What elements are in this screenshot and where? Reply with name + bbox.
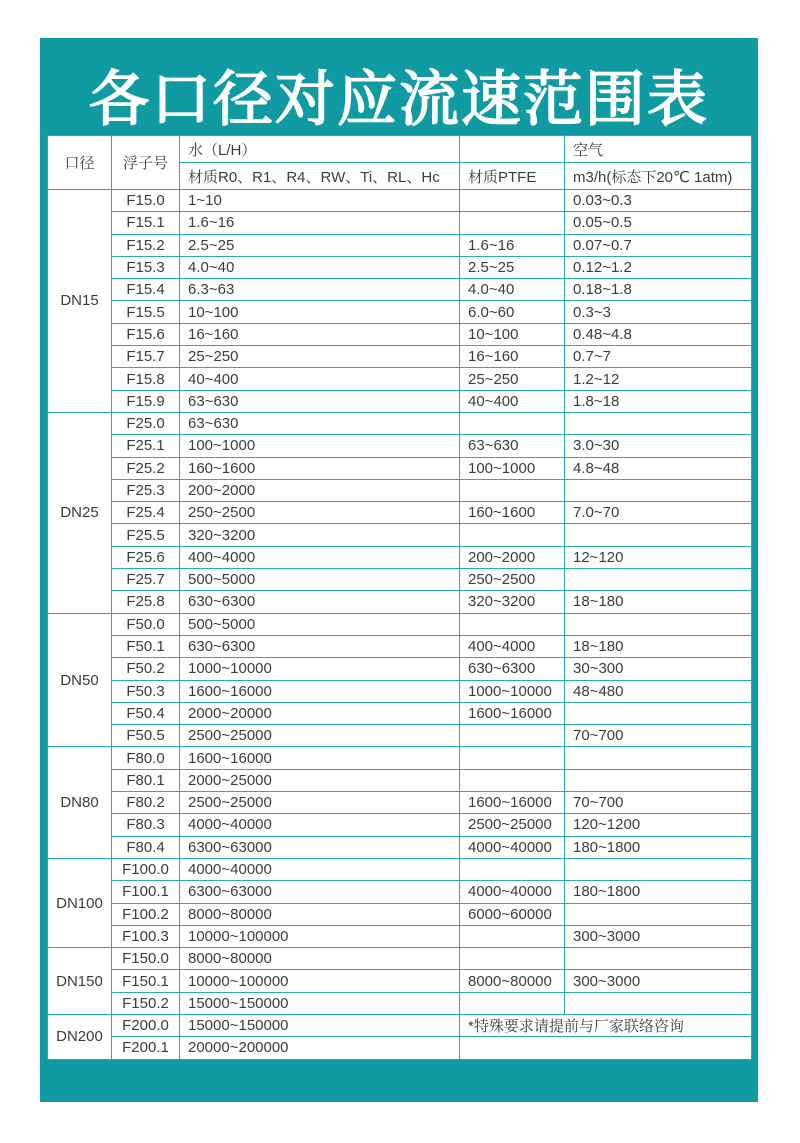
- float-no-cell: F150.2: [112, 992, 180, 1014]
- table-row: [48, 301, 752, 323]
- water-range-cell: 1600~16000: [180, 747, 460, 769]
- header-ptfe-material: 材质PTFE: [460, 163, 565, 190]
- ptfe-range-cell: [460, 412, 565, 434]
- water-range-cell: 2500~25000: [180, 725, 460, 747]
- water-range-cell: 10~100: [180, 301, 460, 323]
- table-row: [48, 457, 752, 479]
- float-no-cell: F25.7: [112, 569, 180, 591]
- air-range-cell: 30~300: [565, 658, 752, 680]
- water-range-cell: 2500~25000: [180, 792, 460, 814]
- table-row: [48, 190, 752, 212]
- air-range-cell: 18~180: [565, 591, 752, 613]
- header-diameter: 口径: [48, 136, 112, 190]
- ptfe-range-cell: 630~6300: [460, 658, 565, 680]
- air-range-cell: 120~1200: [565, 814, 752, 836]
- table-row: [48, 903, 752, 925]
- water-range-cell: 100~1000: [180, 435, 460, 457]
- water-range-cell: 6300~63000: [180, 881, 460, 903]
- table-row: [48, 435, 752, 457]
- table-row: [48, 412, 752, 434]
- ptfe-range-cell: [460, 190, 565, 212]
- header-water-material: 材质R0、R1、R4、RW、Ti、RL、Hc: [180, 163, 460, 190]
- float-no-cell: F15.2: [112, 234, 180, 256]
- ptfe-range-cell: [460, 992, 565, 1014]
- air-range-cell: [565, 524, 752, 546]
- float-no-cell: F50.4: [112, 702, 180, 724]
- water-range-cell: 1~10: [180, 190, 460, 212]
- ptfe-range-cell: [460, 613, 565, 635]
- float-no-cell: F25.1: [112, 435, 180, 457]
- float-no-cell: F50.1: [112, 635, 180, 657]
- float-no-cell: F80.4: [112, 836, 180, 858]
- float-no-cell: F25.2: [112, 457, 180, 479]
- float-no-cell: F50.0: [112, 613, 180, 635]
- float-no-cell: F25.0: [112, 412, 180, 434]
- air-range-cell: [565, 948, 752, 970]
- table-row: [48, 992, 752, 1014]
- table-body: [48, 190, 752, 1060]
- table-row: [48, 546, 752, 568]
- ptfe-range-cell: [460, 948, 565, 970]
- air-range-cell: [565, 903, 752, 925]
- ptfe-range-cell: 320~3200: [460, 591, 565, 613]
- table-row: [48, 635, 752, 657]
- ptfe-range-cell: [460, 212, 565, 234]
- water-range-cell: 500~5000: [180, 569, 460, 591]
- water-range-cell: 4000~40000: [180, 814, 460, 836]
- air-range-cell: [565, 702, 752, 724]
- air-range-cell: 0.18~1.8: [565, 279, 752, 301]
- float-no-cell: F15.8: [112, 368, 180, 390]
- table-row: [48, 858, 752, 880]
- float-no-cell: F15.6: [112, 323, 180, 345]
- air-range-cell: [565, 613, 752, 635]
- ptfe-range-cell: [460, 479, 565, 501]
- spec-sheet-page: [40, 38, 758, 1102]
- water-range-cell: 200~2000: [180, 479, 460, 501]
- page-title: 各口径对应流速范围表: [89, 66, 709, 133]
- table-row: [48, 390, 752, 412]
- float-no-cell: F25.3: [112, 479, 180, 501]
- float-no-cell: F15.0: [112, 190, 180, 212]
- water-range-cell: 1.6~16: [180, 212, 460, 234]
- table-row: [48, 279, 752, 301]
- water-range-cell: 16~160: [180, 323, 460, 345]
- table-row: [48, 368, 752, 390]
- ptfe-range-cell: [460, 524, 565, 546]
- table-row: [48, 212, 752, 234]
- float-no-cell: F80.1: [112, 769, 180, 791]
- float-no-cell: F50.3: [112, 680, 180, 702]
- water-range-cell: 25~250: [180, 346, 460, 368]
- empty-merged-cell: [460, 1037, 752, 1059]
- diameter-cell: DN15: [48, 190, 112, 413]
- ptfe-range-cell: 1600~16000: [460, 702, 565, 724]
- float-no-cell: F15.1: [112, 212, 180, 234]
- water-range-cell: 6300~63000: [180, 836, 460, 858]
- air-range-cell: [565, 479, 752, 501]
- float-no-cell: F80.2: [112, 792, 180, 814]
- ptfe-range-cell: [460, 725, 565, 747]
- air-range-cell: 12~120: [565, 546, 752, 568]
- ptfe-range-cell: 100~1000: [460, 457, 565, 479]
- air-range-cell: 300~3000: [565, 925, 752, 947]
- water-range-cell: 320~3200: [180, 524, 460, 546]
- ptfe-range-cell: 6000~60000: [460, 903, 565, 925]
- ptfe-range-cell: [460, 858, 565, 880]
- float-no-cell: F15.4: [112, 279, 180, 301]
- table-row: [48, 792, 752, 814]
- table-row: [48, 613, 752, 635]
- water-range-cell: 10000~100000: [180, 970, 460, 992]
- table-row: [48, 591, 752, 613]
- table-row: [48, 323, 752, 345]
- water-range-cell: 8000~80000: [180, 948, 460, 970]
- table-row: [48, 346, 752, 368]
- ptfe-range-cell: 16~160: [460, 346, 565, 368]
- float-no-cell: F25.5: [112, 524, 180, 546]
- table-row: [48, 479, 752, 501]
- ptfe-range-cell: 4.0~40: [460, 279, 565, 301]
- water-range-cell: 500~5000: [180, 613, 460, 635]
- water-range-cell: 6.3~63: [180, 279, 460, 301]
- special-requirements-note: *特殊要求请提前与厂家联络咨询: [460, 1014, 752, 1036]
- air-range-cell: [565, 992, 752, 1014]
- table-header: [48, 136, 752, 190]
- ptfe-range-cell: 10~100: [460, 323, 565, 345]
- ptfe-range-cell: 63~630: [460, 435, 565, 457]
- air-range-cell: [565, 769, 752, 791]
- air-range-cell: [565, 858, 752, 880]
- table-row: [48, 725, 752, 747]
- ptfe-range-cell: 1600~16000: [460, 792, 565, 814]
- float-no-cell: F80.0: [112, 747, 180, 769]
- float-no-cell: F25.4: [112, 502, 180, 524]
- float-no-cell: F150.0: [112, 948, 180, 970]
- ptfe-range-cell: 40~400: [460, 390, 565, 412]
- water-range-cell: 630~6300: [180, 635, 460, 657]
- ptfe-range-cell: 4000~40000: [460, 836, 565, 858]
- float-no-cell: F25.6: [112, 546, 180, 568]
- water-range-cell: 1000~10000: [180, 658, 460, 680]
- air-range-cell: 4.8~48: [565, 457, 752, 479]
- air-range-cell: 70~700: [565, 725, 752, 747]
- air-range-cell: 0.7~7: [565, 346, 752, 368]
- water-range-cell: 4000~40000: [180, 858, 460, 880]
- table-row: [48, 1014, 752, 1036]
- water-range-cell: 63~630: [180, 390, 460, 412]
- water-range-cell: 400~4000: [180, 546, 460, 568]
- air-range-cell: 180~1800: [565, 881, 752, 903]
- float-no-cell: F25.8: [112, 591, 180, 613]
- float-no-cell: F80.3: [112, 814, 180, 836]
- header-water-title: 水（L/H）: [180, 136, 460, 163]
- ptfe-range-cell: [460, 925, 565, 947]
- table-row: [48, 769, 752, 791]
- float-no-cell: F15.7: [112, 346, 180, 368]
- air-range-cell: 0.48~4.8: [565, 323, 752, 345]
- table-row: [48, 256, 752, 278]
- header-air-unit: m3/h(标态下20℃ 1atm): [565, 163, 752, 190]
- water-range-cell: 2000~25000: [180, 769, 460, 791]
- ptfe-range-cell: [460, 747, 565, 769]
- water-range-cell: 4.0~40: [180, 256, 460, 278]
- air-range-cell: [565, 412, 752, 434]
- table-row: [48, 569, 752, 591]
- table-row: [48, 524, 752, 546]
- table-row: [48, 970, 752, 992]
- table-row: [48, 747, 752, 769]
- table-row: [48, 925, 752, 947]
- table-row: [48, 502, 752, 524]
- air-range-cell: 0.03~0.3: [565, 190, 752, 212]
- air-range-cell: 0.05~0.5: [565, 212, 752, 234]
- ptfe-range-cell: 6.0~60: [460, 301, 565, 323]
- ptfe-range-cell: 2.5~25: [460, 256, 565, 278]
- ptfe-range-cell: [460, 769, 565, 791]
- air-range-cell: 0.07~0.7: [565, 234, 752, 256]
- air-range-cell: 70~700: [565, 792, 752, 814]
- table-row: [48, 814, 752, 836]
- diameter-cell: DN80: [48, 747, 112, 858]
- float-no-cell: F15.5: [112, 301, 180, 323]
- air-range-cell: 48~480: [565, 680, 752, 702]
- ptfe-range-cell: 160~1600: [460, 502, 565, 524]
- air-range-cell: 7.0~70: [565, 502, 752, 524]
- diameter-cell: DN200: [48, 1014, 112, 1059]
- air-range-cell: 1.8~18: [565, 390, 752, 412]
- water-range-cell: 15000~150000: [180, 1014, 460, 1036]
- table-row: [48, 658, 752, 680]
- water-range-cell: 10000~100000: [180, 925, 460, 947]
- header-air-title: 空气: [565, 136, 752, 163]
- diameter-cell: DN25: [48, 412, 112, 613]
- diameter-cell: DN150: [48, 948, 112, 1015]
- table-row: [48, 948, 752, 970]
- flow-range-table: [47, 135, 752, 1060]
- air-range-cell: 18~180: [565, 635, 752, 657]
- header-row-1: [48, 136, 752, 163]
- ptfe-range-cell: 200~2000: [460, 546, 565, 568]
- air-range-cell: 3.0~30: [565, 435, 752, 457]
- table-row: [48, 702, 752, 724]
- float-no-cell: F50.5: [112, 725, 180, 747]
- float-no-cell: F100.3: [112, 925, 180, 947]
- ptfe-range-cell: 8000~80000: [460, 970, 565, 992]
- diameter-cell: DN100: [48, 858, 112, 947]
- float-no-cell: F200.0: [112, 1014, 180, 1036]
- water-range-cell: 2000~20000: [180, 702, 460, 724]
- water-range-cell: 2.5~25: [180, 234, 460, 256]
- air-range-cell: 300~3000: [565, 970, 752, 992]
- water-range-cell: 630~6300: [180, 591, 460, 613]
- table-row: [48, 881, 752, 903]
- water-range-cell: 15000~150000: [180, 992, 460, 1014]
- air-range-cell: 180~1800: [565, 836, 752, 858]
- table-row: [48, 680, 752, 702]
- float-no-cell: F200.1: [112, 1037, 180, 1059]
- water-range-cell: 8000~80000: [180, 903, 460, 925]
- table-row: [48, 836, 752, 858]
- water-range-cell: 40~400: [180, 368, 460, 390]
- ptfe-range-cell: 4000~40000: [460, 881, 565, 903]
- air-range-cell: 0.3~3: [565, 301, 752, 323]
- water-range-cell: 160~1600: [180, 457, 460, 479]
- ptfe-range-cell: 25~250: [460, 368, 565, 390]
- ptfe-range-cell: 250~2500: [460, 569, 565, 591]
- ptfe-range-cell: 400~4000: [460, 635, 565, 657]
- header-float-no: 浮子号: [112, 136, 180, 190]
- air-range-cell: [565, 569, 752, 591]
- ptfe-range-cell: 1000~10000: [460, 680, 565, 702]
- float-no-cell: F15.9: [112, 390, 180, 412]
- header-empty-cell: [460, 136, 565, 163]
- float-no-cell: F100.0: [112, 858, 180, 880]
- air-range-cell: 0.12~1.2: [565, 256, 752, 278]
- float-no-cell: F100.1: [112, 881, 180, 903]
- ptfe-range-cell: 1.6~16: [460, 234, 565, 256]
- water-range-cell: 1600~16000: [180, 680, 460, 702]
- table-row: [48, 234, 752, 256]
- air-range-cell: 1.2~12: [565, 368, 752, 390]
- float-no-cell: F15.3: [112, 256, 180, 278]
- float-no-cell: F50.2: [112, 658, 180, 680]
- ptfe-range-cell: 2500~25000: [460, 814, 565, 836]
- float-no-cell: F100.2: [112, 903, 180, 925]
- water-range-cell: 63~630: [180, 412, 460, 434]
- diameter-cell: DN50: [48, 613, 112, 747]
- water-range-cell: 20000~200000: [180, 1037, 460, 1059]
- air-range-cell: [565, 747, 752, 769]
- water-range-cell: 250~2500: [180, 502, 460, 524]
- float-no-cell: F150.1: [112, 970, 180, 992]
- table-row: [48, 1037, 752, 1059]
